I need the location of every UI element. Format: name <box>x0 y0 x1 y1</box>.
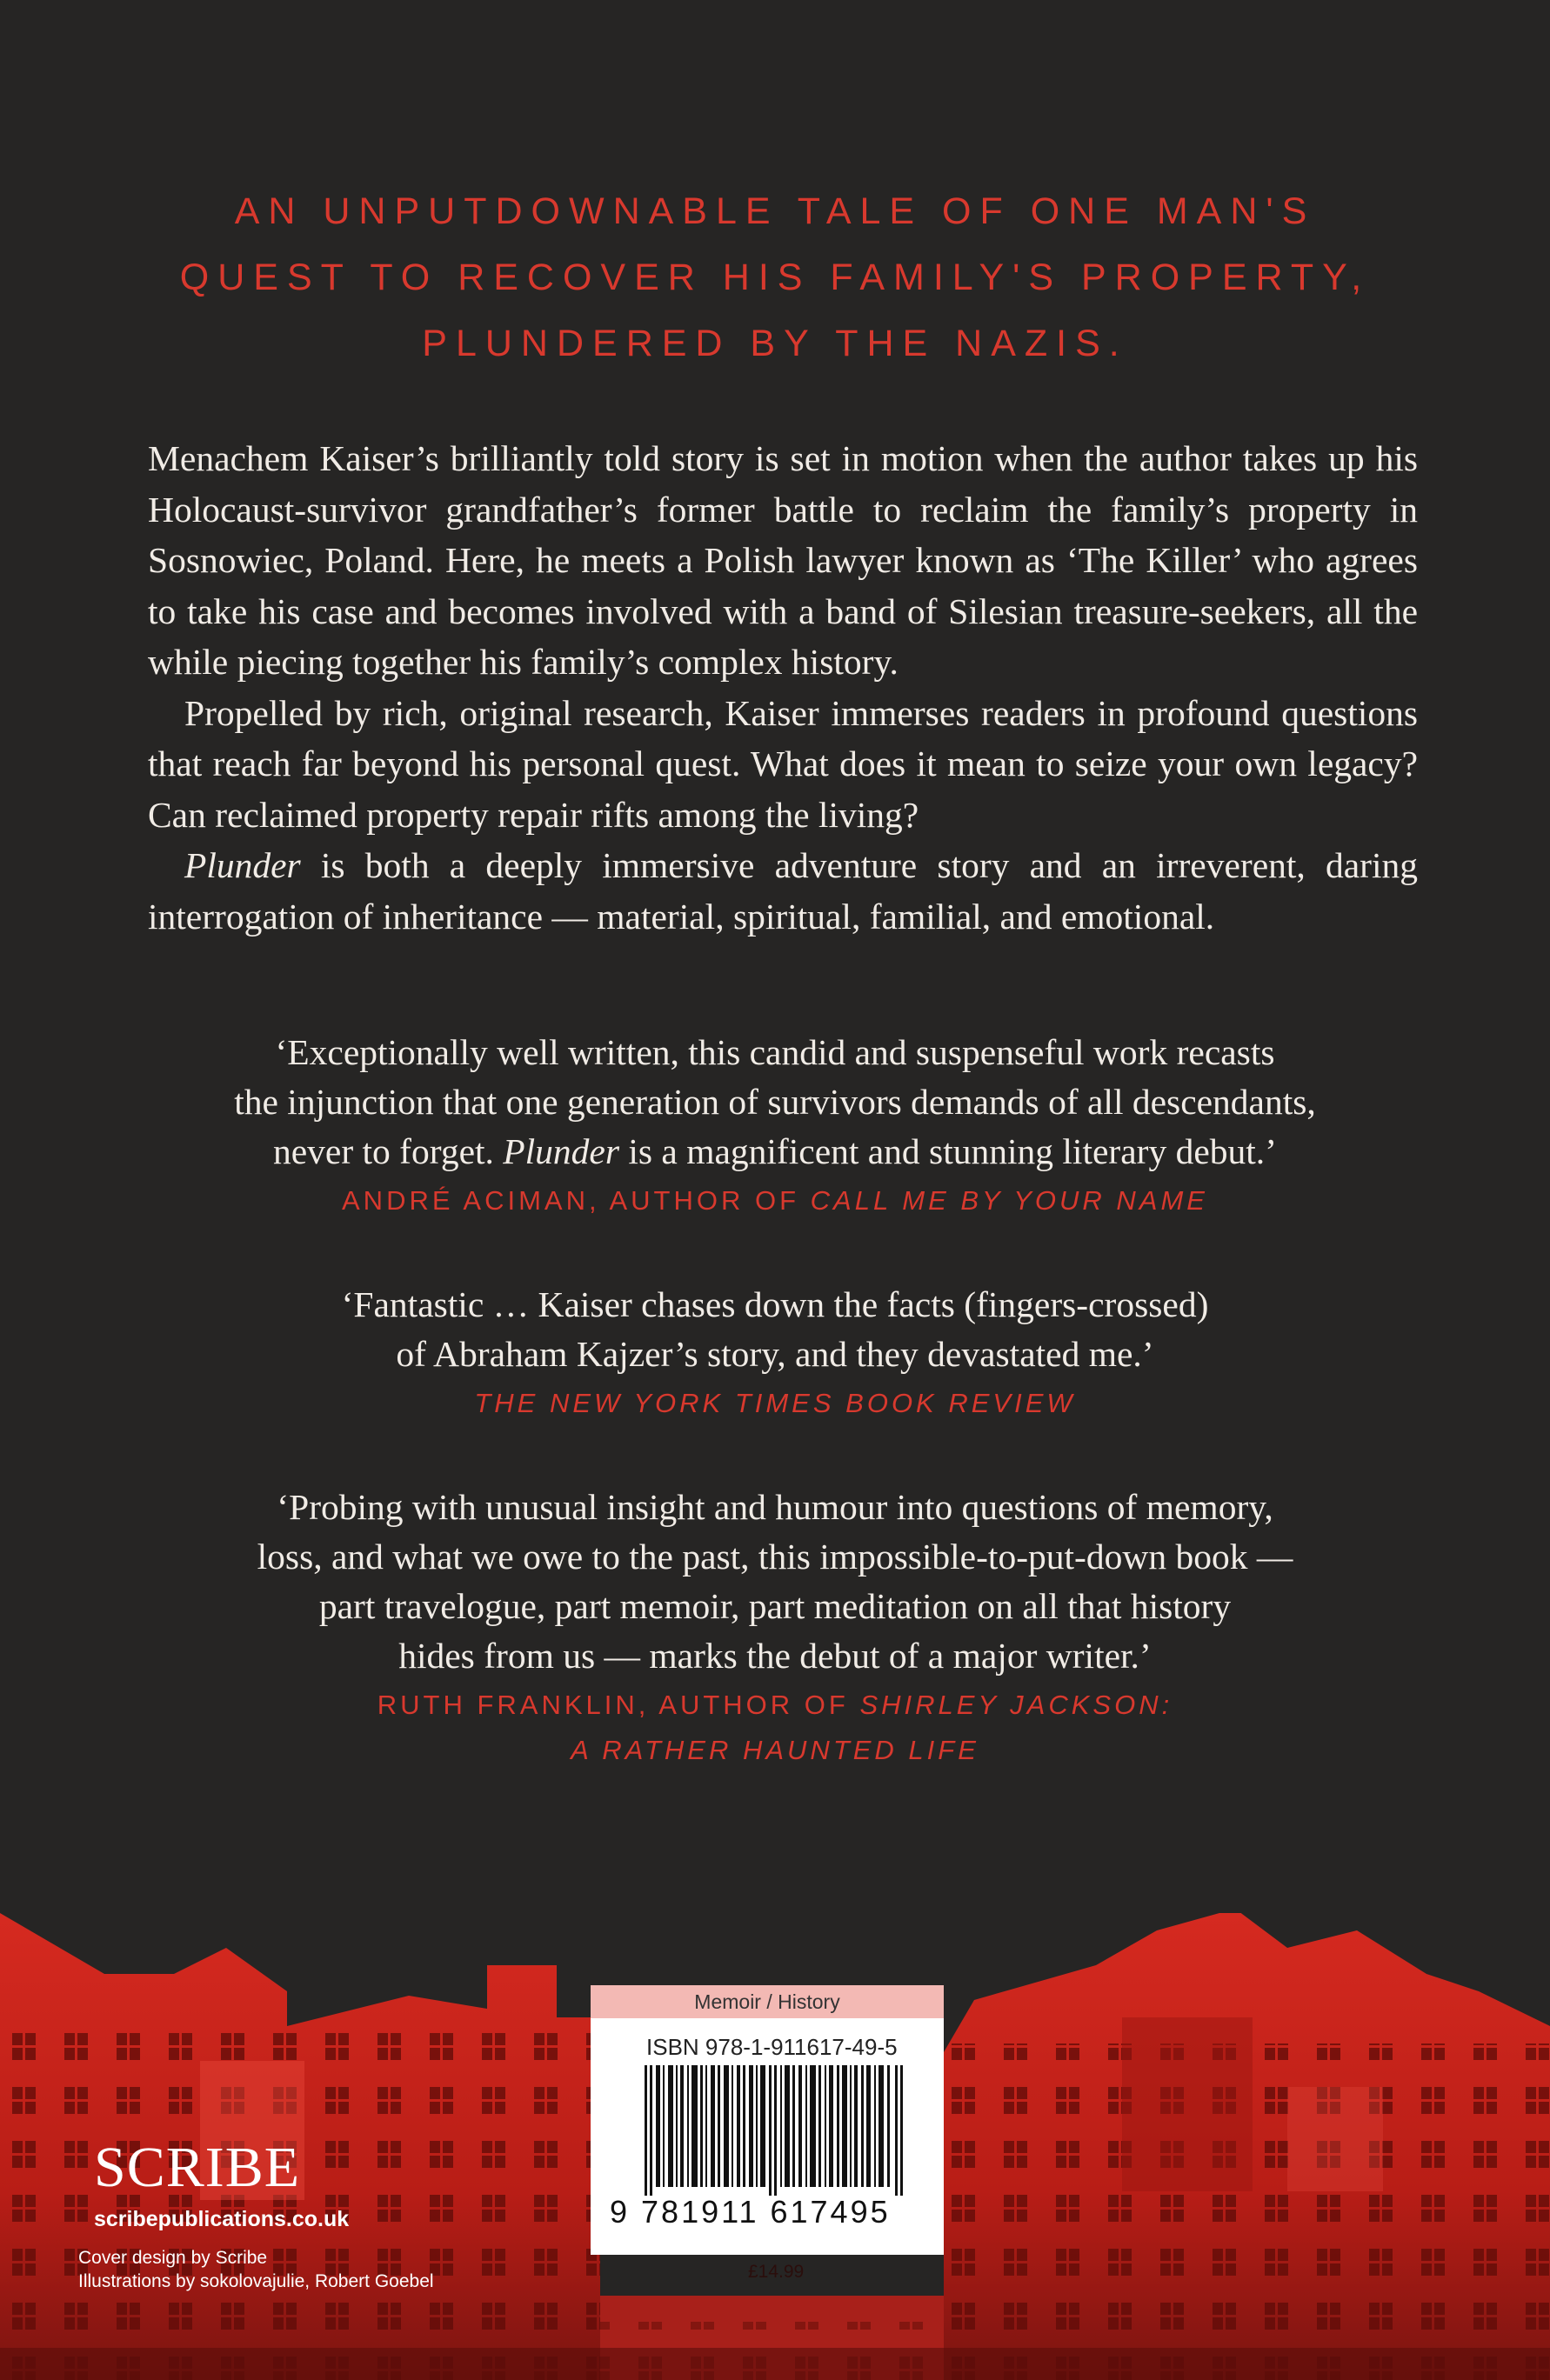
review-quote <box>130 1483 1420 1775</box>
quote-line: part travelogue, part memoir, part meditation on all that history <box>318 1586 1232 1626</box>
attribution-name: RUTH FRANKLIN, AUTHOR OF <box>377 1690 860 1720</box>
quote-line: ‘Exceptionally well written, this candid and suspenseful work recasts <box>275 1032 1275 1072</box>
barcode-label <box>591 1985 944 2255</box>
illustration-credit: Illustrations by sokolovajulie, Robert Goebel <box>78 2271 434 2291</box>
headline-line: QUEST TO RECOVER HIS FAMILY'S PROPERTY, <box>179 257 1371 298</box>
headline-line: PLUNDERED BY THE NAZIS. <box>422 323 1128 364</box>
publisher-logo: SCRIBE <box>94 2136 301 2199</box>
review-quote <box>130 1280 1420 1428</box>
quote-attribution <box>130 1177 1420 1225</box>
quote-attribution <box>130 1681 1420 1730</box>
blurb <box>148 433 1418 942</box>
quote-line <box>130 1127 1420 1177</box>
review-quote <box>130 1028 1420 1225</box>
blurb-paragraph: Propelled by rich, original research, Kaiser immerses readers in profound questions that reach far beyond his personal quest. What does it mean to seize your own legacy? Can reclaimed property repair rifts among the living? <box>148 692 1418 835</box>
headline-line: AN UNPUTDOWNABLE TALE OF ONE MAN'S <box>234 190 1316 232</box>
attribution-work: SHIRLEY JACKSON: <box>859 1690 1173 1720</box>
genre-label: Memoir / History <box>591 1985 944 2018</box>
publisher-url[interactable]: scribepublications.co.uk <box>94 2207 350 2231</box>
attribution-work: CALL ME BY YOUR NAME <box>810 1185 1208 1216</box>
quote-line: ‘Fantastic … Kaiser chases down the facts (fingers-crossed) <box>341 1284 1209 1324</box>
quote-line: loss, and what we owe to the past, this impossible-to-put-down book — <box>257 1537 1293 1577</box>
quote-attribution <box>130 1726 1420 1775</box>
book-title: Plunder <box>184 845 301 885</box>
quote-line: ‘Probing with unusual insight and humour into questions of memory, <box>277 1487 1273 1527</box>
price-label: £14.99 <box>748 2262 805 2282</box>
barcode-digits: 9 781911 617495 <box>610 2194 891 2230</box>
attribution-name: ANDRÉ ACIMAN, AUTHOR OF <box>342 1185 811 1216</box>
quote-line: hides from us — marks the debut of a major writer.’ <box>398 1636 1152 1676</box>
attribution-work: A RATHER HAUNTED LIFE <box>571 1735 979 1765</box>
isbn-text: ISBN 978-1-911617-49-5 <box>646 2034 898 2060</box>
quote-line: of Abraham Kajzer’s story, and they devastated me.’ <box>396 1334 1154 1374</box>
quote-attribution <box>130 1379 1420 1428</box>
cover-design-credit: Cover design by Scribe <box>78 2248 268 2268</box>
attribution-work: THE NEW YORK TIMES BOOK REVIEW <box>474 1388 1076 1418</box>
quote-line: the injunction that one generation of survivors demands of all descendants, <box>234 1082 1316 1122</box>
blurb-text: is both a deeply immersive adventure story and an irreverent, daring interrogation of inheritance — material, spiritual, familial, and emotional. <box>148 845 1418 937</box>
barcode-icon <box>645 2065 905 2196</box>
blurb-paragraph <box>148 840 1418 942</box>
quote-text: is a magnificent and stunning literary debut.’ <box>618 1131 1277 1171</box>
headline <box>130 178 1420 377</box>
book-title: Plunder <box>503 1131 619 1171</box>
quote-text: never to forget. <box>272 1131 504 1171</box>
blurb-paragraph: Menachem Kaiser’s brilliantly told story is set in motion when the author takes up his Holocaust-survivor grandfather’s former battle to reclaim the family’s property in Sosnowiec, Poland. Here, he meets a Polish lawyer known as ‘The Killer’ who agrees to take his case and becomes involved with a band of Silesian treasure-seekers, all the while piecing together his family’s complex history. <box>148 438 1418 682</box>
